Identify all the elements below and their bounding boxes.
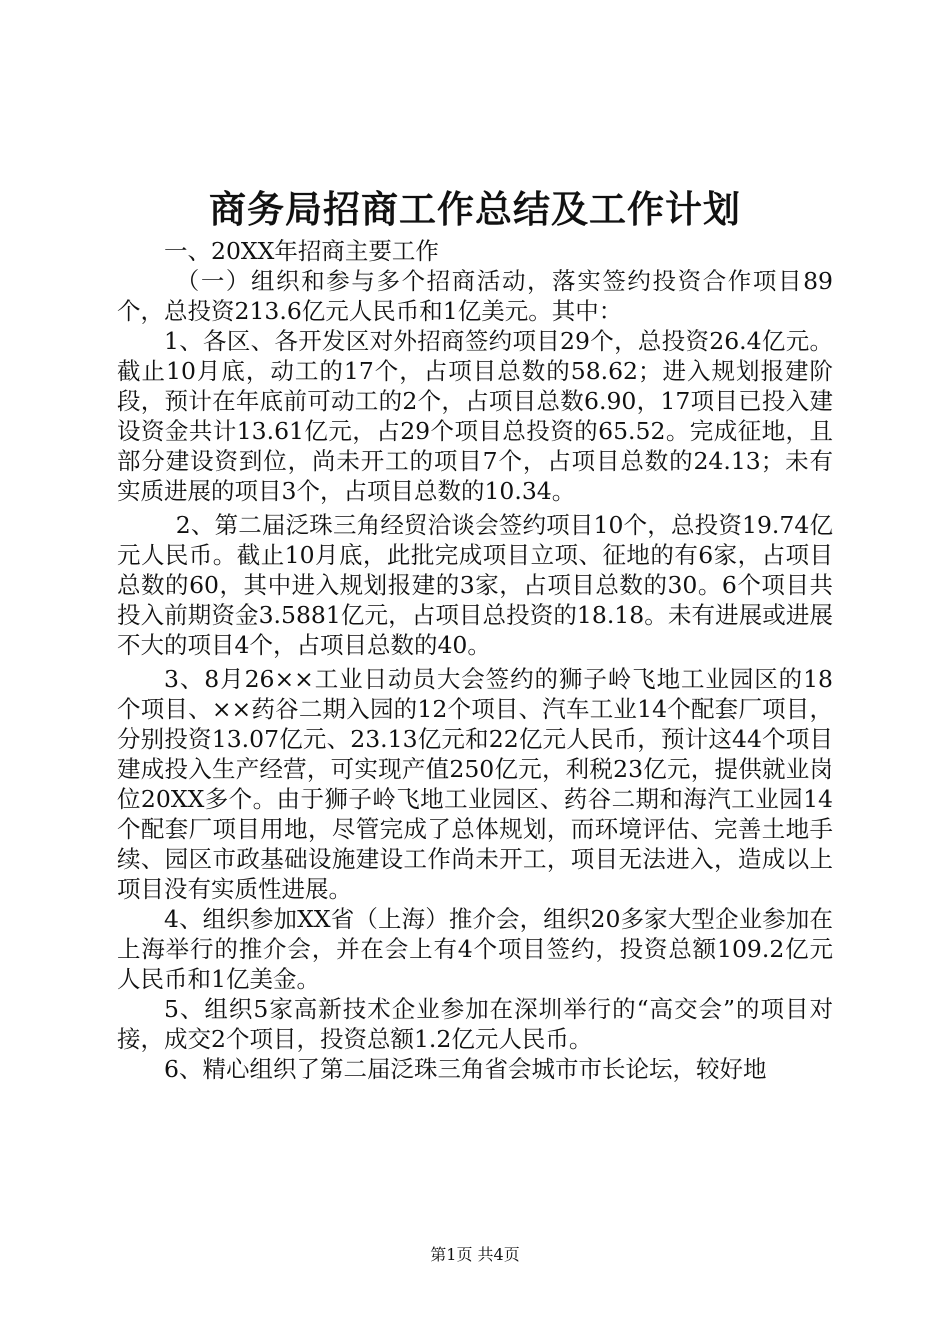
document-title: 商务局招商工作总结及工作计划	[209, 187, 741, 231]
page-footer: 第1页 共4页	[430, 1245, 520, 1264]
paragraph: 4、组织参加XX省（上海）推介会，组织20多家大型企业参加在上海举行的推介会，并在会上有4个项目签约，投资总额109.2亿元人民币和1亿美金。	[117, 905, 833, 993]
paragraph: 5、组织5家高新技术企业参加在深圳举行的“高交会”的项目对接，成交2个项目，投资总额1.2亿元人民币。	[117, 995, 833, 1053]
document-body	[117, 236, 833, 1084]
paragraph: 1、各区、各开发区对外招商签约项目29个，总投资26.4亿元。截止10月底，动工的17个，占项目总数的58.62；进入规划报建阶段，预计在年底前可动工的2个，占项目总数6.90，17项目已投入建设资金共计13.61亿元，占29个项目总投资的65.52。完成征地，且部分建设资到位，尚未开工的项目7个，占项目总数的24.13；未有实质进展的项目3个，占项目总数的10.34。	[117, 327, 833, 505]
paragraph: （一）组织和参与多个招商活动，落实签约投资合作项目89个，总投资213.6亿元人民币和1亿美元。其中：	[117, 267, 833, 325]
section-heading: 一、20XX年招商主要工作	[164, 237, 439, 265]
paragraph: 3、8月26××工业日动员大会签约的狮子岭飞地工业园区的18个项目、××药谷二期入园的12个项目、汽车工业14个配套厂项目，分别投资13.07亿元、23.13亿元和22亿元人民币，预计这44个项目建成投入生产经营，可实现产值250亿元，利税23亿元，提供就业岗位20XX多个。由于狮子岭飞地工业园区、药谷二期和海汽工业园14个配套厂项目用地，尽管完成了总体规划，而环境评估、完善土地手续、园区市政基础设施建设工作尚未开工，项目无法进入，造成以上项目没有实质性进展。	[117, 665, 833, 903]
paragraph: 2、第二届泛珠三角经贸洽谈会签约项目10个，总投资19.74亿元人民币。截止10月底，此批完成项目立项、征地的有6家，占项目总数的60，其中进入规划报建的3家，占项目总数的30。6个项目共投入前期资金3.5881亿元，占项目总投资的18.18。未有进展或进展不大的项目4个，占项目总数的40。	[117, 511, 833, 659]
paragraph: 6、精心组织了第二届泛珠三角省会城市市长论坛，较好地	[164, 1055, 767, 1083]
